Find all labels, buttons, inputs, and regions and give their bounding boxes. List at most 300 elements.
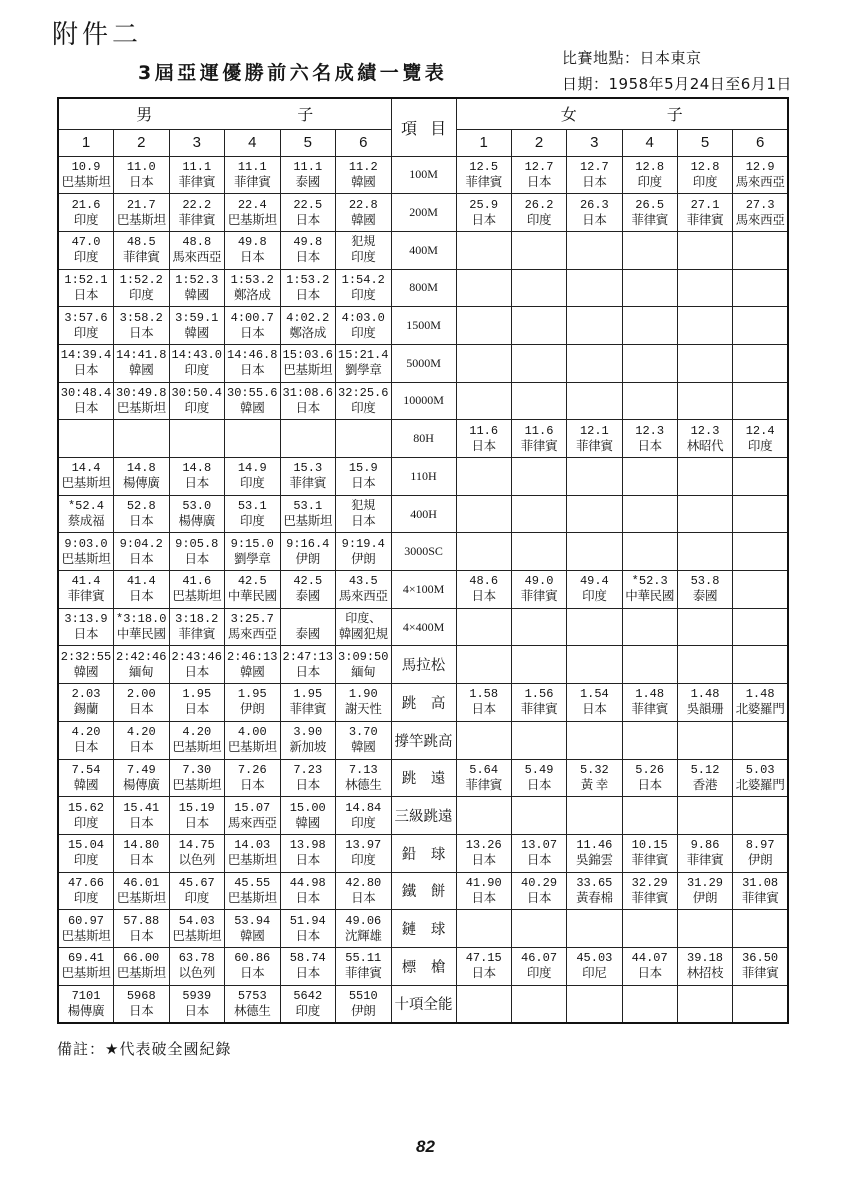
women-result-cell [456,872,511,910]
result-mark: 8.97 [745,838,775,853]
result-mark: 3:18.2 [175,612,219,627]
result-name: 印度 [526,212,552,227]
result-name: 日本 [351,514,376,529]
venue-text: 比賽地點：日本東京 [562,49,702,67]
result-mark: 12.7 [524,159,554,174]
result-mark: 46.01 [123,875,160,890]
result-mark: 5510 [348,988,378,1003]
women-result-cell [456,985,511,1023]
men-result-cell [114,269,170,307]
men-result-cell [114,985,170,1023]
women-result-cell [511,571,566,609]
event-label: 跳 高 [391,684,456,722]
men-result-cell [280,684,336,722]
men-result-cell [58,834,114,872]
women-result-cell [622,382,677,420]
result-name: 菲律賓 [465,777,502,792]
women-result-cell [677,947,732,985]
result-mark: 3:59.1 [175,310,219,325]
men-result-cell [169,269,225,307]
result-mark: 7.26 [237,762,267,777]
result-mark: 10.9 [71,159,101,174]
result-name: 韓國 [351,212,376,227]
result-name: 中華民國 [116,627,166,642]
men-result-cell [336,344,392,382]
result-name: 印度 [526,966,552,981]
result-name: 日本 [240,325,265,340]
result-mark: 43.5 [348,574,378,589]
result-mark: 49.06 [345,913,382,928]
result-mark: 46.07 [521,951,558,966]
event-label: 200M [391,194,456,232]
men-result-cell [114,194,170,232]
result-mark: 60.97 [67,913,104,928]
men-result-cell [225,571,281,609]
men-result-cell [336,947,392,985]
women-result-cell [733,721,788,759]
result-mark: 14:43.0 [171,348,222,363]
result-name: 菲律賓 [289,702,327,717]
result-name: 日本 [582,212,607,227]
result-name: 印度 [73,250,99,265]
women-result-cell [677,194,732,232]
men-result-cell [225,947,281,985]
page-number: 82 [416,1137,435,1156]
result-mark: 5968 [126,988,156,1003]
result-mark: 10.15 [631,838,668,853]
women-result-cell [622,910,677,948]
men-result-cell [225,721,281,759]
result-mark: 30:55.6 [227,385,278,400]
women-result-cell [733,646,788,684]
table-row [58,834,788,872]
result-mark: 4.20 [126,725,156,740]
result-mark: 45.03 [576,951,613,966]
men-result-cell [280,495,336,533]
result-mark: 57.88 [123,913,160,928]
result-name: 菲律賓 [344,966,382,981]
men-result-cell [169,420,225,458]
men-result-cell [280,759,336,797]
result-name: 巴基斯坦 [227,212,277,227]
result-mark: 14:41.8 [116,348,167,363]
men-result-cell [114,608,170,646]
result-mark: 15.19 [178,800,215,815]
event-label: 110H [391,458,456,496]
result-name: 日本 [184,551,209,566]
men-result-cell [169,684,225,722]
result-name: 伊朗 [295,551,320,566]
women-result-cell [456,834,511,872]
women-result-cell [733,834,788,872]
result-name: 日本 [582,702,607,717]
result-mark: 63.78 [178,951,215,966]
men-result-cell [336,194,392,232]
result-mark: 14.8 [182,461,212,476]
result-mark: 41.90 [465,875,502,890]
result-mark: 31.08 [742,875,779,890]
result-name: 巴基斯坦 [61,551,111,566]
result-name: 錫蘭 [73,702,99,717]
result-mark: 11.1 [237,159,267,174]
event-label: 100M [391,156,456,194]
men-result-cell [280,231,336,269]
result-name: 巴基斯坦 [283,363,333,378]
men-result-cell [169,910,225,948]
event-header: 項 目 [391,98,456,156]
men-result-cell [336,684,392,722]
women-result-cell [677,797,732,835]
result-name: 日本 [295,966,320,981]
results-table [57,97,789,1024]
table-row [58,797,788,835]
result-mark: 5753 [237,988,267,1003]
result-mark: 14:46.8 [227,348,278,363]
table-row [58,458,788,496]
women-result-cell [511,495,566,533]
result-name: 沈輝雄 [344,928,382,943]
result-name: 日本 [295,287,320,302]
women-result-cell [511,797,566,835]
result-name: 日本 [295,400,320,415]
women-rank-number: 2 [511,129,566,156]
result-name: 日本 [471,966,496,981]
women-result-cell [622,872,677,910]
result-name: 楊傳廣 [122,476,160,491]
women-result-cell [456,797,511,835]
result-mark: 32.29 [631,875,668,890]
result-name: 日本 [129,740,154,755]
women-result-cell [622,156,677,194]
women-result-cell [733,571,788,609]
result-name: 印度 [351,250,376,265]
result-name: 日本 [526,890,552,905]
men-result-cell [225,156,281,194]
result-mark: 66.00 [123,951,160,966]
result-name: 巴基斯坦 [116,212,166,227]
result-mark: 11.1 [182,159,212,174]
women-result-cell [511,721,566,759]
women-result-cell [677,344,732,382]
men-result-cell [225,194,281,232]
women-result-cell [622,231,677,269]
women-result-cell [622,344,677,382]
result-mark: 30:50.4 [171,385,222,400]
women-result-cell [567,571,622,609]
result-mark: 12.7 [579,159,609,174]
result-name: 印度 [351,400,376,415]
result-name: 巴基斯坦 [227,890,277,905]
result-mark: 14.4 [71,461,101,476]
women-result-cell [733,910,788,948]
result-name: 菲律賓 [686,853,724,868]
table-row [58,721,788,759]
result-mark: 5.26 [635,762,665,777]
result-name: 菲律賓 [520,438,558,453]
women-result-cell [511,759,566,797]
result-mark: 39.18 [687,951,724,966]
result-mark: 1.48 [690,687,720,702]
men-result-cell [336,269,392,307]
women-result-cell [622,721,677,759]
men-result-cell [169,231,225,269]
women-result-cell [733,797,788,835]
table-row [58,533,788,571]
result-mark: 60.86 [234,951,271,966]
women-result-cell [677,458,732,496]
event-label: 80H [391,420,456,458]
result-mark: 14.80 [123,838,160,853]
women-result-cell [567,985,622,1023]
women-result-cell [622,646,677,684]
result-mark: 1:53.2 [230,272,274,287]
result-mark: 12.5 [469,159,499,174]
table-row [58,344,788,382]
men-result-cell [58,872,114,910]
event-label: 1500M [391,307,456,345]
women-result-cell [567,533,622,571]
footnote: 備註：★代表破全國紀錄 [57,1040,232,1058]
result-mark: 30:49.8 [116,385,167,400]
result-name: 林昭代 [686,438,724,453]
men-result-cell [225,458,281,496]
result-mark: 27.3 [745,197,775,212]
result-mark: 11.0 [126,159,156,174]
men-result-cell [336,608,392,646]
result-name: 菲律賓 [631,212,668,227]
result-mark: 4:00.7 [230,310,274,325]
women-result-cell [677,495,732,533]
men-result-cell [114,420,170,458]
result-name: 菲律賓 [178,174,216,189]
result-mark: 21.6 [71,197,101,212]
result-mark: 7.49 [126,762,156,777]
men-result-cell [336,571,392,609]
result-name: 菲律賓 [178,212,216,227]
men-result-cell [280,420,336,458]
men-result-cell [58,797,114,835]
result-name: 伊朗 [692,890,718,905]
event-label: 400M [391,231,456,269]
men-result-cell [336,910,392,948]
women-result-cell [622,420,677,458]
women-result-cell [622,269,677,307]
result-mark: 14.9 [237,461,267,476]
women-result-cell [511,307,566,345]
result-mark: 14.75 [178,838,215,853]
result-mark: 22.2 [182,197,212,212]
men-result-cell [225,797,281,835]
result-name: 菲律賓 [233,174,271,189]
women-result-cell [567,947,622,985]
women-result-cell [511,231,566,269]
result-name: 泰國 [295,627,320,642]
result-name: 日本 [471,702,496,717]
result-name: 印度 [240,514,265,529]
result-name: 巴基斯坦 [61,966,111,981]
result-mark: 5.64 [469,762,499,777]
result-name: 巴基斯坦 [172,777,222,792]
women-result-cell [733,759,788,797]
result-mark: 26.3 [579,197,609,212]
women-result-cell [622,458,677,496]
results-body [58,156,788,1023]
women-result-cell [622,495,677,533]
women-result-cell [567,646,622,684]
result-mark: 42.5 [293,574,323,589]
result-mark: 30:48.4 [60,385,112,400]
result-name: 伊朗 [747,853,773,868]
result-mark: 12.8 [690,159,720,174]
men-result-cell [280,797,336,835]
result-name: 以色列 [178,966,216,981]
result-mark: 7.54 [71,762,101,777]
men-result-cell [169,985,225,1023]
result-mark: 48.6 [469,574,499,589]
women-result-cell [733,684,788,722]
men-result-cell [58,571,114,609]
women-result-cell [456,231,511,269]
men-result-cell [225,759,281,797]
result-mark: 15:21.4 [338,348,389,363]
women-result-cell [567,231,622,269]
result-mark: 7.23 [293,762,323,777]
result-name: 韓國 [295,815,320,830]
table-row [58,194,788,232]
result-mark: 27.1 [690,197,720,212]
men-result-cell [169,947,225,985]
result-name: 巴基斯坦 [227,740,277,755]
men-result-cell [169,382,225,420]
result-mark: 22.5 [293,197,323,212]
men-result-cell [336,834,392,872]
result-mark: 1.48 [635,687,665,702]
men-result-cell [58,533,114,571]
result-mark: 7.30 [182,762,212,777]
men-result-cell [114,156,170,194]
result-name: 巴基斯坦 [61,174,111,189]
result-mark: 33.65 [576,875,613,890]
women-result-cell [567,684,622,722]
men-result-cell [114,382,170,420]
women-result-cell [677,646,732,684]
event-label: 馬拉松 [391,646,456,684]
result-name: 吳錦雲 [576,853,613,868]
result-name: 日本 [129,1003,154,1018]
result-name: 印度 [351,287,376,302]
men-result-cell [58,231,114,269]
event-label: 3000SC [391,533,456,571]
men-result-cell [225,420,281,458]
result-mark: 49.8 [237,235,267,250]
result-name: 印度 [73,890,99,905]
women-result-cell [456,495,511,533]
result-name: 印度 [351,815,376,830]
men-result-cell [280,985,336,1023]
men-result-cell [58,495,114,533]
result-mark: 55.11 [345,951,382,966]
men-result-cell [169,344,225,382]
result-name: 韓國 [184,287,209,302]
result-mark: 3:58.2 [119,310,163,325]
result-mark: 1:54.2 [341,272,385,287]
women-result-cell [456,759,511,797]
result-mark: 47.66 [67,875,104,890]
men-result-cell [280,872,336,910]
result-mark: 11.6 [469,423,499,438]
women-result-cell [567,420,622,458]
result-mark: *52.3 [631,574,668,589]
result-name: 巴基斯坦 [116,890,166,905]
result-mark: 13.07 [521,838,558,853]
women-result-cell [456,307,511,345]
result-name: 馬來西亞 [172,250,222,265]
women-result-cell [567,156,622,194]
event-label: 800M [391,269,456,307]
result-name: 印度 [73,815,99,830]
men-result-cell [58,910,114,948]
result-mark: 5.12 [690,762,720,777]
result-name: 巴基斯坦 [172,589,222,604]
women-result-cell [567,194,622,232]
men-result-cell [280,307,336,345]
women-result-cell [733,307,788,345]
result-name: 日本 [129,928,154,943]
event-label: 4×100M [391,571,456,609]
men-result-cell [280,721,336,759]
women-result-cell [622,608,677,646]
result-mark: 1.90 [348,687,378,702]
result-name: 日本 [129,702,154,717]
women-result-cell [677,231,732,269]
result-mark: 7.13 [348,762,378,777]
result-name: 蔡成福 [67,514,105,529]
result-mark: *52.4 [67,499,104,514]
result-name: 楊傳廣 [178,514,216,529]
result-name: 菲律賓 [67,589,105,604]
result-name: 伊朗 [240,702,265,717]
result-mark: 12.1 [579,423,609,438]
result-name: 印度 [73,325,99,340]
result-name: 日本 [129,589,154,604]
women-header [456,98,788,129]
result-name: 日本 [129,853,154,868]
women-result-cell [622,533,677,571]
result-mark: 15.9 [348,461,378,476]
table-row [58,759,788,797]
men-header-char: 男 [136,105,153,125]
result-mark: 49.4 [579,574,609,589]
men-result-cell [336,307,392,345]
men-result-cell [58,684,114,722]
result-mark: 5.49 [524,762,554,777]
women-result-cell [622,759,677,797]
result-name: 日本 [295,853,320,868]
men-result-cell [336,458,392,496]
women-result-cell [677,156,732,194]
result-mark: 2:47:13 [282,649,333,664]
result-mark: 1:52.2 [119,272,163,287]
result-name: 菲律賓 [520,589,558,604]
result-name: 日本 [637,966,662,981]
men-rank-number: 6 [336,129,392,156]
result-name: 印度 [351,853,376,868]
men-result-cell [169,721,225,759]
event-label: 鐵 餅 [391,872,456,910]
result-name: 日本 [471,890,496,905]
men-result-cell [58,646,114,684]
result-name: 日本 [471,589,496,604]
